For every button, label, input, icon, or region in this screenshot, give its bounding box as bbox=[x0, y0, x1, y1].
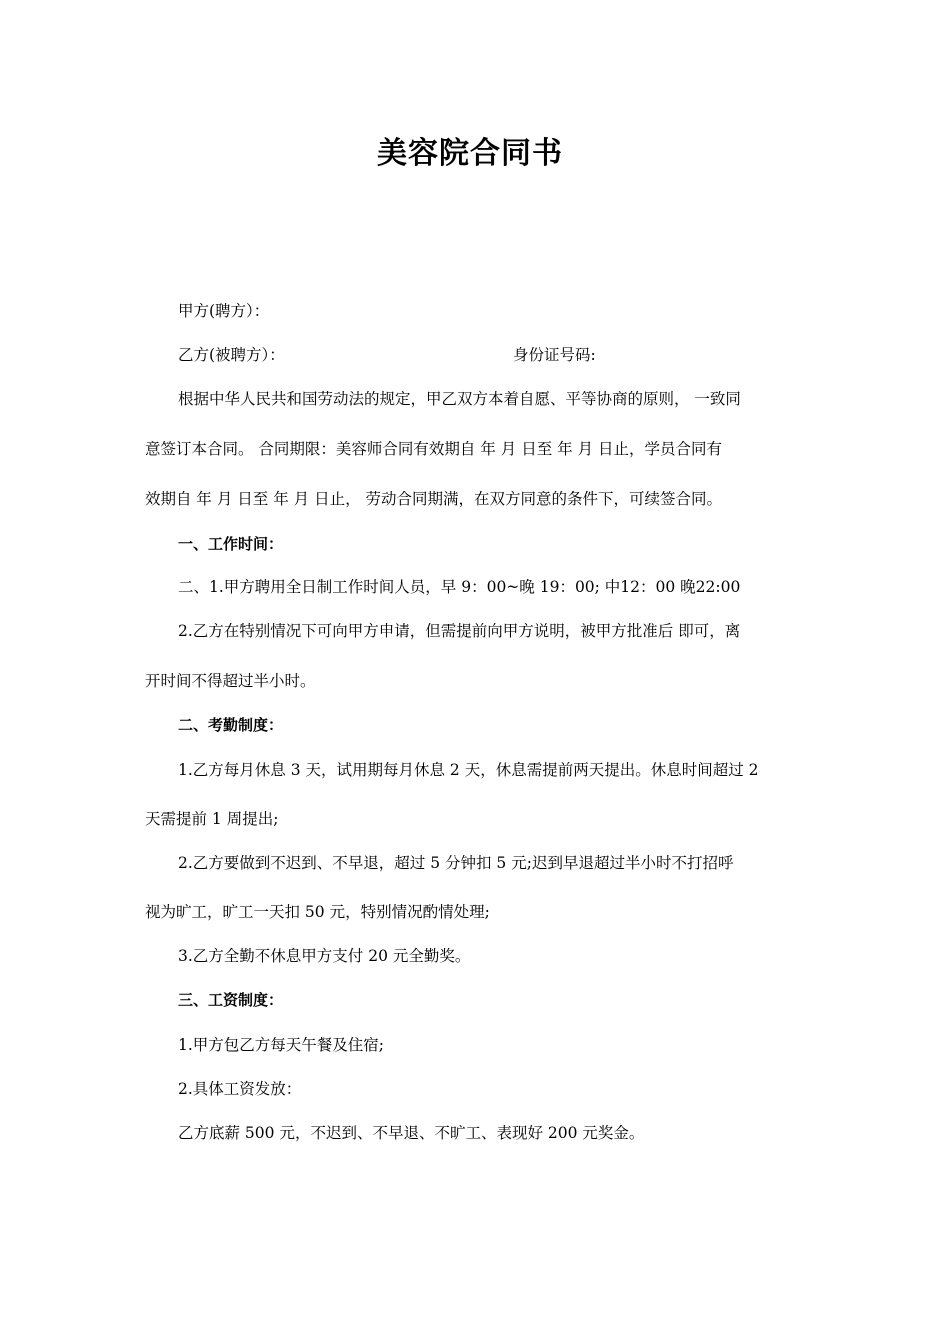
intro-line-1: 根据中华人民共和国劳动法的规定，甲乙双方本着自愿、平等协商的原则， 一致同 bbox=[178, 390, 741, 408]
salary-line-1: 1.甲方包乙方每天午餐及住宿; bbox=[178, 1036, 385, 1054]
work-time-line-2: 2.乙方在特别情况下可向甲方申请，但需提前向甲方说明，被甲方批准后 即可，离 bbox=[178, 622, 741, 640]
id-number-label: 身份证号码: bbox=[513, 346, 596, 364]
intro-line-3: 效期自 年 月 日至 年 月 日止， 劳动合同期满，在双方同意的条件下，可续签合同。 bbox=[145, 490, 722, 508]
salary-line-3: 乙方底薪 500 元，不迟到、不早退、不旷工、表现好 200 元奖金。 bbox=[178, 1124, 645, 1142]
document-title: 美容院合同书 bbox=[377, 136, 563, 171]
attendance-line-1: 1.乙方每月休息 3 天，试用期每月休息 2 天，休息需提前两天提出。休息时间超过 2 bbox=[178, 761, 759, 779]
attendance-line-2: 天需提前 1 周提出; bbox=[145, 810, 279, 828]
section-heading-attendance: 二、考勤制度： bbox=[178, 716, 284, 734]
salary-line-2: 2.具体工资发放： bbox=[178, 1080, 302, 1098]
section-heading-work-time: 一、工作时间： bbox=[178, 535, 284, 553]
party-b-label: 乙方(被聘方）： bbox=[178, 346, 285, 364]
work-time-line-3: 开时间不得超过半小时。 bbox=[145, 672, 316, 690]
intro-line-2: 意签订本合同。 合同期限：美容师合同有效期自 年 月 日至 年 月 日止，学员合同有 bbox=[145, 440, 722, 458]
attendance-line-5: 3.乙方全勤不休息甲方支付 20 元全勤奖。 bbox=[178, 947, 471, 965]
attendance-line-3: 2.乙方要做到不迟到、不早退，超过 5 分钟扣 5 元;迟到早退超过半小时不打招呼 bbox=[178, 854, 734, 872]
work-time-line-1: 二、1.甲方聘用全日制工作时间人员，早 9：00~晚 19：00; 中12：00 晚22:00 bbox=[178, 578, 741, 596]
section-heading-salary: 三、工资制度： bbox=[178, 991, 284, 1009]
attendance-line-4: 视为旷工，旷工一天扣 50 元，特别情况酌情处理; bbox=[145, 903, 490, 921]
party-a-label: 甲方(聘方）： bbox=[178, 302, 270, 320]
